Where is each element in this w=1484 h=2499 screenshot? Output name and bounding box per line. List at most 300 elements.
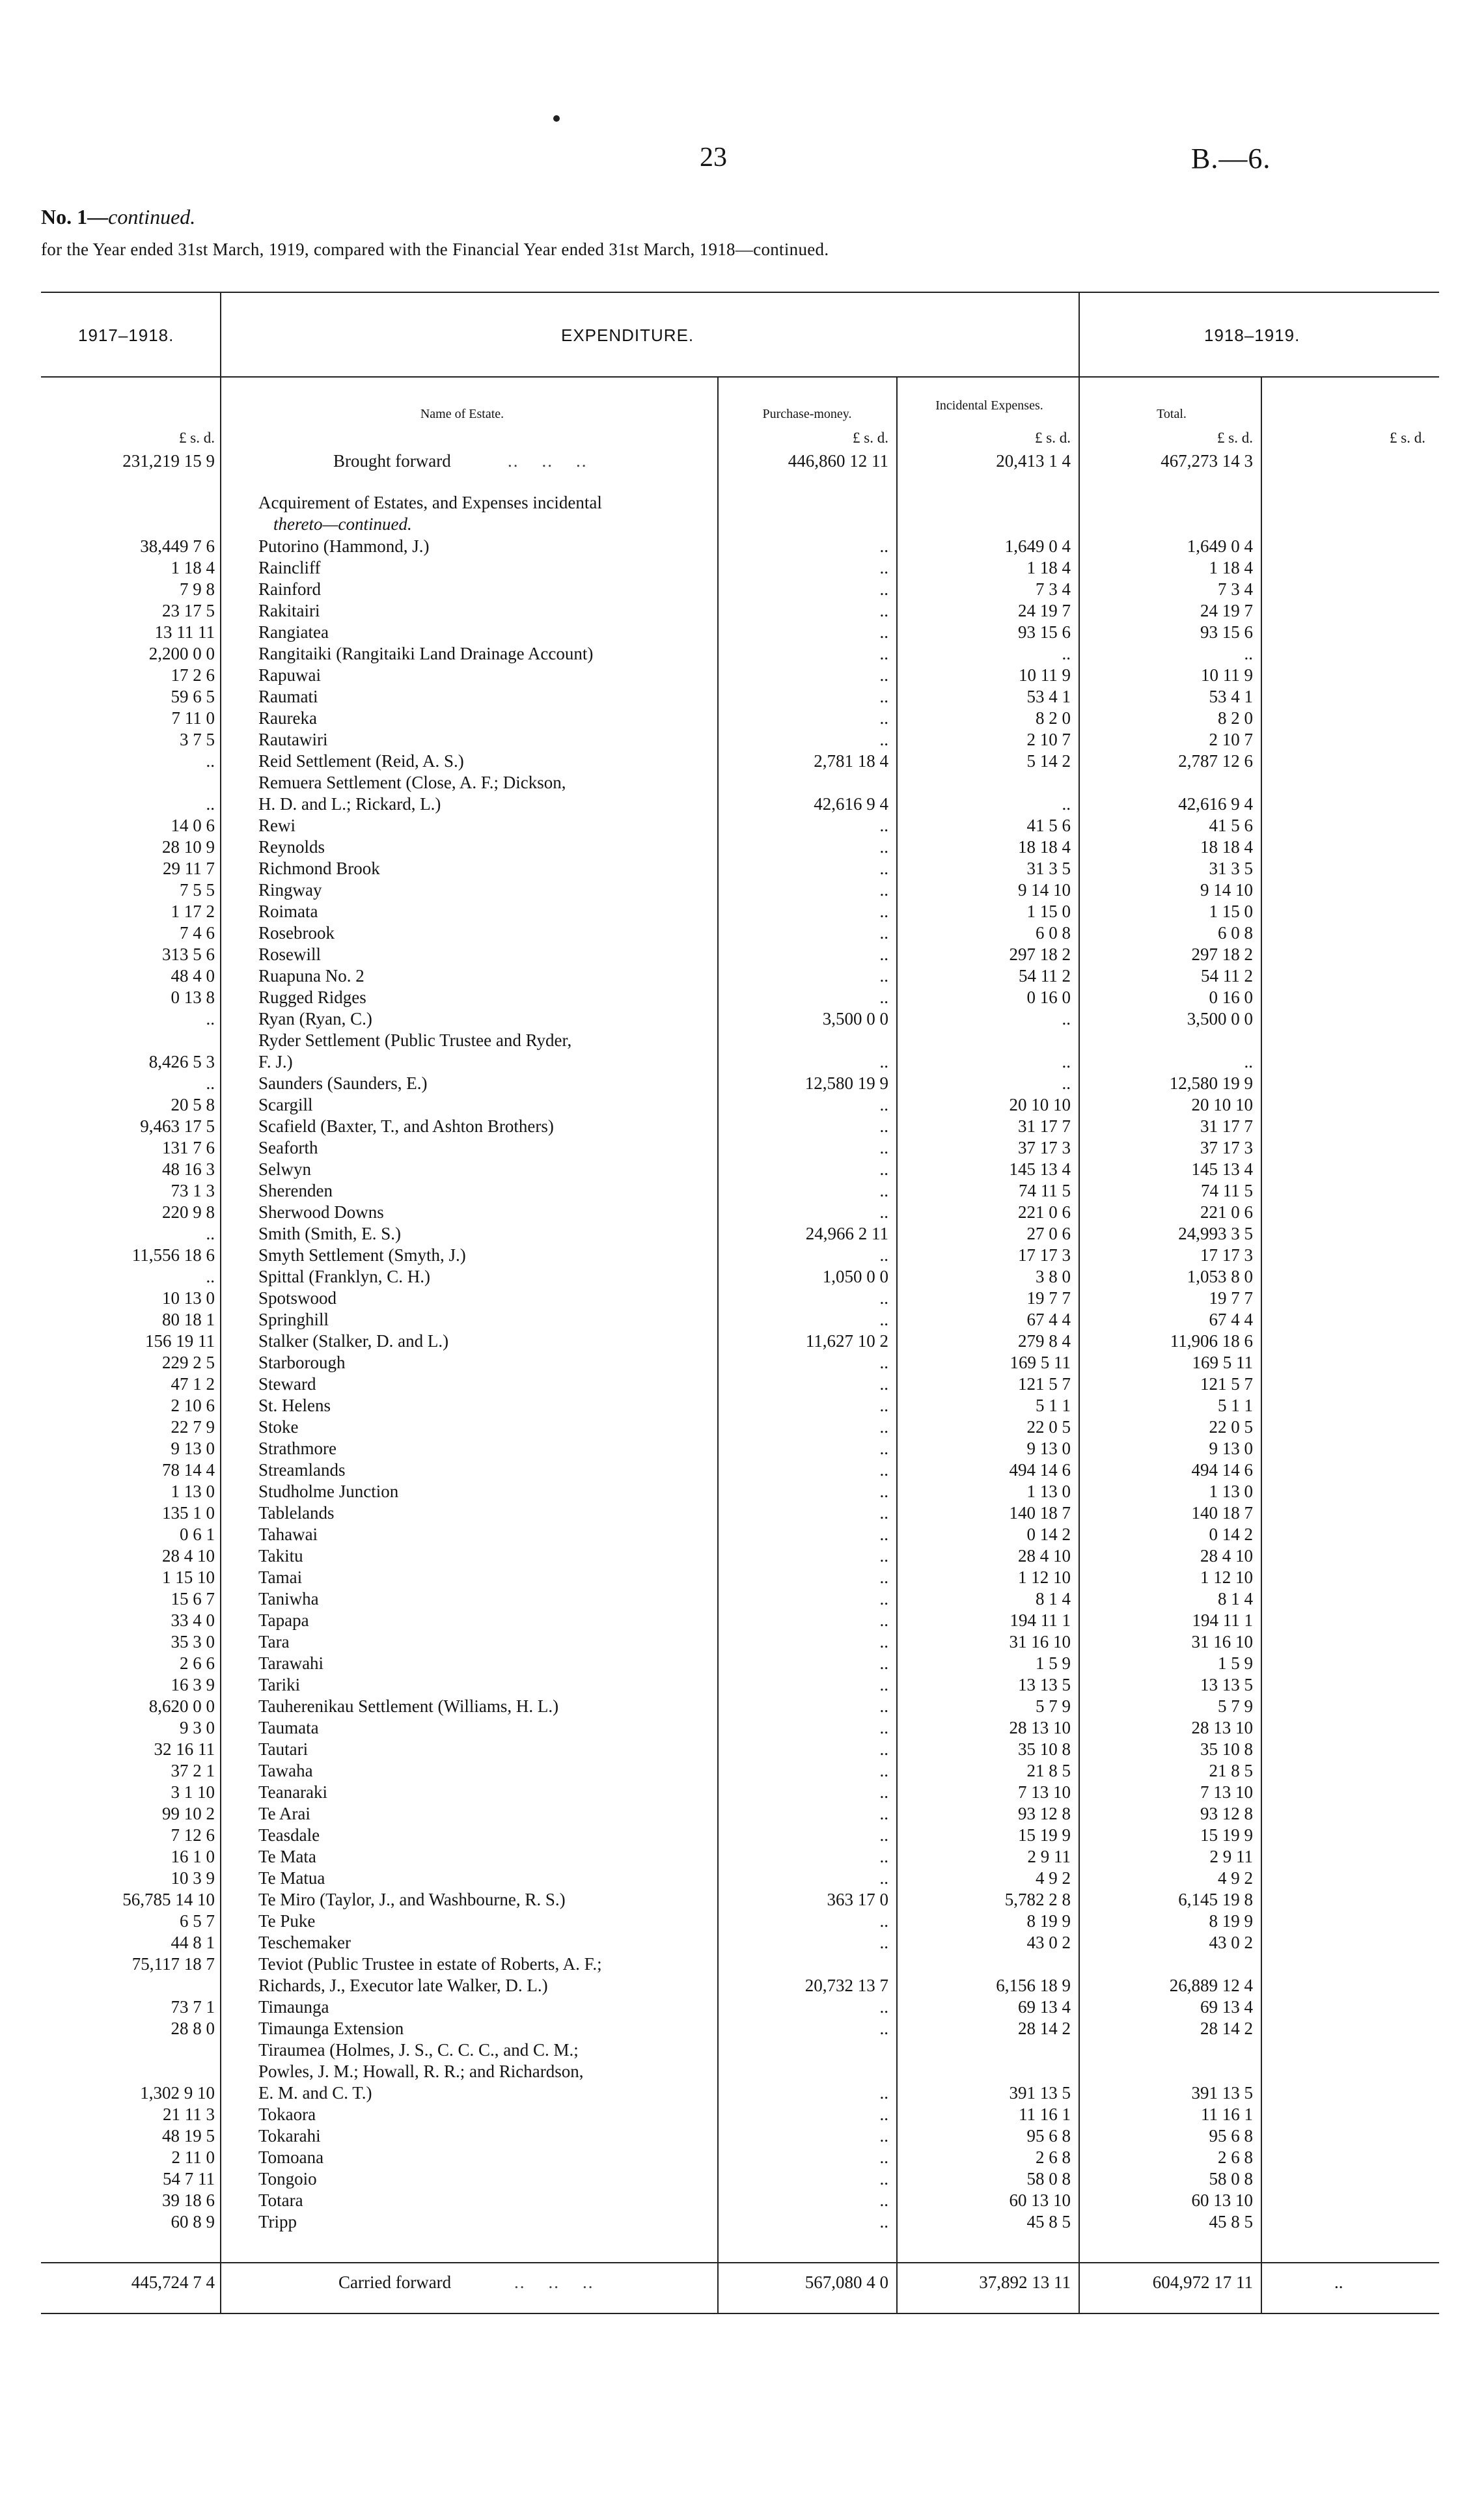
incidental-value: 31 16 10 <box>1009 1632 1071 1651</box>
table-row <box>0 1030 1484 1051</box>
prev-value: 28 10 9 <box>162 837 215 857</box>
purchase-value: .. <box>879 1911 888 1931</box>
total-value: .. <box>1244 1052 1253 1071</box>
prev-value: 1 18 4 <box>171 558 215 577</box>
total-value: 5 7 9 <box>1218 1696 1253 1716</box>
incidental-value: 74 11 5 <box>1019 1181 1071 1200</box>
table-subtitle: for the Year ended 31st March, 1919, compared with the Financial Year ended 31st March, 1918—continued. <box>41 240 829 259</box>
brought-forward-row <box>0 450 1484 472</box>
prev-value: 1,302 9 10 <box>140 2083 215 2103</box>
estate-name: Richmond Brook <box>258 859 380 878</box>
prev-value: 10 3 9 <box>171 1868 215 1888</box>
incidental-value: 1 18 4 <box>1026 558 1071 577</box>
purchase-value: 3,500 0 0 <box>822 1009 888 1029</box>
header-incidental-expenses: Incidental Expenses. <box>935 398 1043 413</box>
purchase-value: .. <box>879 1181 888 1200</box>
total-value: 60 13 10 <box>1191 2190 1253 2210</box>
prev-value: 16 1 0 <box>171 1847 215 1866</box>
total-value: 467,273 14 3 <box>1161 451 1253 471</box>
table-row <box>0 1374 1484 1395</box>
incidental-value: 221 0 6 <box>1018 1202 1071 1222</box>
table-top-rule <box>41 292 1439 293</box>
table-row <box>0 751 1484 772</box>
header-prev-year: 1917–1918. <box>78 325 174 345</box>
table-row <box>0 2147 1484 2168</box>
unit-extra: £ s. d. <box>1390 430 1425 446</box>
estate-name: Tarawahi <box>258 1653 324 1673</box>
incidental-value: 1 12 10 <box>1018 1567 1071 1587</box>
estate-name: Timaunga Extension <box>258 2019 404 2038</box>
purchase-value: .. <box>879 2212 888 2231</box>
prev-value: 48 19 5 <box>162 2126 215 2146</box>
prev-value: 37 2 1 <box>171 1761 215 1780</box>
total-value: 604,972 17 11 <box>1152 2272 1253 2292</box>
incidental-value: 0 14 2 <box>1026 1525 1071 1544</box>
total-value: 11,906 18 6 <box>1170 1331 1253 1351</box>
estate-name: Starborough <box>258 1353 346 1372</box>
incidental-value: 93 12 8 <box>1018 1804 1071 1823</box>
incidental-value: 24 19 7 <box>1018 601 1071 620</box>
purchase-value: .. <box>879 1116 888 1136</box>
estate-name: Smith (Smith, E. S.) <box>258 1224 402 1243</box>
estate-name: St. Helens <box>258 1396 331 1415</box>
table-row <box>0 1996 1484 2018</box>
purchase-value: .. <box>879 1933 888 1952</box>
incidental-value: 8 1 4 <box>1036 1589 1071 1608</box>
estate-name: Teasdale <box>258 1825 320 1845</box>
table-bottom-rule <box>41 2313 1439 2314</box>
prev-value: 28 8 0 <box>171 2019 215 2038</box>
incidental-value: 7 3 4 <box>1036 579 1071 599</box>
incidental-value: 37 17 3 <box>1018 1138 1071 1157</box>
header-purchase-money: Purchase-money. <box>762 407 852 421</box>
total-value: 93 15 6 <box>1200 622 1253 642</box>
total-value: 28 14 2 <box>1200 2019 1253 2038</box>
ink-dot <box>553 115 560 122</box>
table-row <box>0 1760 1484 1782</box>
prev-value: 8,426 5 3 <box>148 1052 215 1071</box>
incidental-value: 8 2 0 <box>1036 708 1071 728</box>
estate-name: Teviot (Public Trustee in estate of Roberts, A. F.; <box>258 1954 602 1974</box>
incidental-value: 2 10 7 <box>1026 730 1071 749</box>
incidental-value: 37,892 13 11 <box>979 2272 1071 2292</box>
incidental-value: 1 13 0 <box>1026 1482 1071 1501</box>
incidental-value: 13 13 5 <box>1018 1675 1071 1694</box>
table-row <box>0 1223 1484 1245</box>
purchase-value: .. <box>879 2126 888 2146</box>
prev-value: 28 4 10 <box>162 1546 215 1566</box>
prev-value: 1 13 0 <box>171 1482 215 1501</box>
total-value: 1 18 4 <box>1209 558 1253 577</box>
table-row <box>0 1481 1484 1502</box>
purchase-value: .. <box>879 2169 888 2188</box>
total-value: 391 13 5 <box>1191 2083 1253 2103</box>
incidental-value: 20,413 1 4 <box>996 451 1071 471</box>
estate-name: Timaunga <box>258 1997 329 2017</box>
table-row <box>0 1889 1484 1911</box>
unit-prev: £ s. d. <box>179 430 215 446</box>
table-row <box>0 2039 1484 2061</box>
purchase-value: .. <box>879 1159 888 1179</box>
estate-name: Te Arai <box>258 1804 310 1823</box>
total-value: 42,616 9 4 <box>1178 794 1253 814</box>
incidental-value: 7 13 10 <box>1018 1782 1071 1802</box>
incidental-value: 1 15 0 <box>1026 902 1071 921</box>
purchase-value: 20,732 13 7 <box>804 1976 888 1995</box>
prev-value: 54 7 11 <box>163 2169 215 2188</box>
estate-name: Raumati <box>258 687 318 706</box>
table-row <box>0 2125 1484 2147</box>
prev-value: 32 16 11 <box>154 1739 215 1759</box>
total-value: .. <box>1244 644 1253 663</box>
incidental-value: 2 6 8 <box>1036 2147 1071 2167</box>
prev-value: 135 1 0 <box>162 1503 215 1523</box>
prev-value: 7 11 0 <box>171 708 215 728</box>
purchase-value: .. <box>879 536 888 556</box>
table-row <box>0 1137 1484 1159</box>
total-value: 54 11 2 <box>1201 966 1253 986</box>
estate-name: Te Miro (Taylor, J., and Washbourne, R. S.) <box>258 1890 566 1909</box>
total-value: 28 4 10 <box>1200 1546 1253 1566</box>
total-value: 26,889 12 4 <box>1169 1976 1253 1995</box>
purchase-value: 446,860 12 11 <box>788 451 888 471</box>
prev-value: 2,200 0 0 <box>148 644 215 663</box>
estate-name: Rosewill <box>258 945 322 964</box>
purchase-value: .. <box>879 1310 888 1329</box>
total-value: 221 0 6 <box>1200 1202 1253 1222</box>
purchase-value: .. <box>879 1567 888 1587</box>
table-row <box>0 643 1484 665</box>
prev-value: 15 6 7 <box>171 1589 215 1608</box>
estate-name: Strathmore <box>258 1439 337 1458</box>
incidental-value: 297 18 2 <box>1009 945 1071 964</box>
prev-value: 2 11 0 <box>171 2147 215 2167</box>
incidental-value: 169 5 11 <box>1010 1353 1071 1372</box>
incidental-value: 10 11 9 <box>1019 665 1071 685</box>
prev-value: 75,117 18 7 <box>131 1954 215 1974</box>
prev-value: 7 5 5 <box>180 880 215 900</box>
prev-value: 48 4 0 <box>171 966 215 986</box>
purchase-value: 12,580 19 9 <box>804 1073 888 1093</box>
estate-name: Steward <box>258 1374 316 1394</box>
table-row <box>0 965 1484 987</box>
estate-name: Tokarahi <box>258 2126 321 2146</box>
incidental-value: 45 8 5 <box>1026 2212 1071 2231</box>
estate-name: Studholme Junction <box>258 1482 399 1501</box>
purchase-value: .. <box>879 1718 888 1737</box>
estate-name: Tamai <box>258 1567 303 1587</box>
table-row <box>0 1266 1484 1288</box>
incidental-value: 18 18 4 <box>1018 837 1071 857</box>
prev-value: 80 18 1 <box>162 1310 215 1329</box>
estate-name: Scargill <box>258 1095 313 1114</box>
incidental-value: 140 18 7 <box>1009 1503 1071 1523</box>
estate-name: Rewi <box>258 816 295 835</box>
table-row <box>0 2082 1484 2104</box>
prev-value: 8,620 0 0 <box>148 1696 215 1716</box>
prev-value: .. <box>206 1073 215 1093</box>
purchase-value: .. <box>879 1546 888 1566</box>
estate-name: Tomoana <box>258 2147 324 2167</box>
total-value: 43 0 2 <box>1209 1933 1253 1952</box>
prev-value: 23 17 5 <box>162 601 215 620</box>
incidental-value: 0 16 0 <box>1026 987 1071 1007</box>
prev-value: 2 10 6 <box>171 1396 215 1415</box>
purchase-value: .. <box>879 1503 888 1523</box>
incidental-value: 8 19 9 <box>1026 1911 1071 1931</box>
estate-name: Selwyn <box>258 1159 311 1179</box>
purchase-value: .. <box>879 1439 888 1458</box>
prev-value: 9,463 17 5 <box>140 1116 215 1136</box>
estate-name: Tautari <box>258 1739 309 1759</box>
purchase-value: 2,781 18 4 <box>814 751 888 771</box>
estate-name: Saunders (Saunders, E.) <box>258 1073 428 1093</box>
estate-name: Takitu <box>258 1546 303 1566</box>
total-value: 10 11 9 <box>1201 665 1253 685</box>
purchase-value: .. <box>879 1417 888 1437</box>
total-value: 1 12 10 <box>1200 1567 1253 1587</box>
prev-value: .. <box>206 1224 215 1243</box>
prev-value: 1 17 2 <box>171 902 215 921</box>
incidental-value: 60 13 10 <box>1009 2190 1071 2210</box>
total-value: 22 0 5 <box>1209 1417 1253 1437</box>
purchase-value: .. <box>879 1353 888 1372</box>
table-row <box>0 2018 1484 2039</box>
estate-name: Richards, J., Executor late Walker, D. L.) <box>258 1976 548 1995</box>
purchase-value: .. <box>879 1782 888 1802</box>
estate-name: Tiraumea (Holmes, J. S., C. C. C., and C. M.; <box>258 2040 579 2060</box>
total-value: 2 10 7 <box>1209 730 1253 749</box>
prev-value: 13 11 11 <box>154 622 215 642</box>
estate-name: Ruapuna No. 2 <box>258 966 364 986</box>
purchase-value: .. <box>879 1632 888 1651</box>
incidental-value: 391 13 5 <box>1009 2083 1071 2103</box>
table-row <box>0 1631 1484 1653</box>
section-heading: Acquirement of Estates, and Expenses incidental <box>258 493 602 512</box>
total-value: 1 5 9 <box>1218 1653 1253 1673</box>
incidental-value: .. <box>1062 1009 1071 1029</box>
table-row <box>0 1051 1484 1073</box>
total-value: 31 16 10 <box>1191 1632 1253 1651</box>
incidental-value: 43 0 2 <box>1026 1933 1071 1952</box>
estate-name: Raincliff <box>258 558 321 577</box>
purchase-value: .. <box>879 730 888 749</box>
total-value: 2 9 11 <box>1209 1847 1253 1866</box>
purchase-value: .. <box>879 902 888 921</box>
estate-name: Scafield (Baxter, T., and Ashton Brothers) <box>258 1116 554 1136</box>
estate-name: Teanaraki <box>258 1782 328 1802</box>
table-row <box>0 1868 1484 1889</box>
estate-name: Putorino (Hammond, J.) <box>258 536 430 556</box>
total-value: 17 17 3 <box>1200 1245 1253 1265</box>
purchase-value: .. <box>879 1825 888 1845</box>
purchase-value: .. <box>879 1525 888 1544</box>
prev-value: 35 3 0 <box>171 1632 215 1651</box>
incidental-value: .. <box>1062 1052 1071 1071</box>
prev-value: 9 3 0 <box>180 1718 215 1737</box>
table-row <box>0 2168 1484 2190</box>
incidental-value: 20 10 10 <box>1009 1095 1071 1114</box>
estate-name: Stoke <box>258 1417 299 1437</box>
estate-name: Sherwood Downs <box>258 1202 384 1222</box>
prev-value: 7 4 6 <box>180 923 215 943</box>
incidental-value: 279 8 4 <box>1018 1331 1071 1351</box>
purchase-value: .. <box>879 1288 888 1308</box>
incidental-value: 28 13 10 <box>1009 1718 1071 1737</box>
incidental-value: .. <box>1062 644 1071 663</box>
purchase-value: .. <box>879 837 888 857</box>
estate-name: Smyth Settlement (Smyth, J.) <box>258 1245 466 1265</box>
total-value: 194 11 1 <box>1192 1610 1253 1630</box>
purchase-value: .. <box>879 558 888 577</box>
prev-value: 47 1 2 <box>171 1374 215 1394</box>
purchase-value: .. <box>879 708 888 728</box>
prev-value: 48 16 3 <box>162 1159 215 1179</box>
purchase-value: .. <box>879 859 888 878</box>
table-row <box>0 1331 1484 1352</box>
incidental-value: 67 4 4 <box>1026 1310 1071 1329</box>
estate-name: Taumata <box>258 1718 319 1737</box>
purchase-value: 11,627 10 2 <box>805 1331 888 1351</box>
section-heading-continued: thereto—continued. <box>273 514 412 534</box>
total-value: 8 1 4 <box>1218 1589 1253 1608</box>
total-value: 0 14 2 <box>1209 1525 1253 1544</box>
table-row <box>0 557 1484 579</box>
table-row <box>0 1653 1484 1674</box>
estate-name: Rapuwai <box>258 665 321 685</box>
prev-value: 21 11 3 <box>163 2105 215 2124</box>
total-value: 1,053 8 0 <box>1187 1267 1253 1286</box>
page-number: 23 <box>700 143 727 173</box>
incidental-value: 69 13 4 <box>1018 1997 1071 2017</box>
prev-value: .. <box>206 794 215 814</box>
incidental-value: 2 9 11 <box>1027 1847 1071 1866</box>
table-row <box>0 1288 1484 1309</box>
total-value: 1,649 0 4 <box>1187 536 1253 556</box>
prev-value: .. <box>206 751 215 771</box>
purchase-value: 24,966 2 11 <box>805 1224 888 1243</box>
estate-name: Tongoio <box>258 2169 317 2188</box>
total-value: 8 2 0 <box>1218 708 1253 728</box>
total-value: 7 3 4 <box>1218 579 1253 599</box>
incidental-value: 494 14 6 <box>1009 1460 1071 1480</box>
table-row <box>0 1438 1484 1459</box>
total-value: 41 5 6 <box>1209 816 1253 835</box>
purchase-value: .. <box>879 1245 888 1265</box>
prev-value: 0 13 8 <box>171 987 215 1007</box>
total-value: 5 1 1 <box>1218 1396 1253 1415</box>
total-value: 2,787 12 6 <box>1178 751 1253 771</box>
estate-name: Rainford <box>258 579 321 599</box>
unit-total: £ s. d. <box>1217 430 1253 446</box>
prev-value: 59 6 5 <box>171 687 215 706</box>
table-row <box>0 1180 1484 1202</box>
estate-name: Ryan (Ryan, C.) <box>258 1009 372 1029</box>
estate-name: Tapapa <box>258 1610 309 1630</box>
estate-name: Springhill <box>258 1310 329 1329</box>
purchase-value: .. <box>879 1202 888 1222</box>
purchase-value: .. <box>879 1396 888 1415</box>
purchase-value: .. <box>879 1138 888 1157</box>
table-row <box>0 2061 1484 2082</box>
table-row <box>0 1202 1484 1223</box>
incidental-value: 6,156 18 9 <box>996 1976 1071 1995</box>
header-rule <box>41 376 1439 378</box>
incidental-value: 121 5 7 <box>1018 1374 1071 1394</box>
purchase-value: .. <box>879 1739 888 1759</box>
total-value: 19 7 7 <box>1209 1288 1253 1308</box>
prev-value: 78 14 4 <box>162 1460 215 1480</box>
table-row <box>0 1459 1484 1481</box>
prev-value: 11,556 18 6 <box>131 1245 215 1265</box>
estate-name: Remuera Settlement (Close, A. F.; Dickson, <box>258 773 566 792</box>
table-row <box>0 729 1484 751</box>
table-row <box>0 1073 1484 1094</box>
table-row <box>0 686 1484 708</box>
totals-rule <box>41 2262 1439 2263</box>
purchase-value: .. <box>879 945 888 964</box>
estate-name: Sherenden <box>258 1181 333 1200</box>
estate-name: Totara <box>258 2190 303 2210</box>
prev-value: 38,449 7 6 <box>140 536 215 556</box>
total-value: 9 14 10 <box>1200 880 1253 900</box>
total-value: 297 18 2 <box>1191 945 1253 964</box>
incidental-value: 95 6 8 <box>1026 2126 1071 2146</box>
total-value: 20 10 10 <box>1191 1095 1253 1114</box>
incidental-value: 6 0 8 <box>1036 923 1071 943</box>
incidental-value: 3 8 0 <box>1036 1267 1071 1286</box>
table-row <box>0 1911 1484 1932</box>
total-value: 31 3 5 <box>1209 859 1253 878</box>
table-row <box>0 1567 1484 1588</box>
purchase-value: .. <box>879 1610 888 1630</box>
total-value: 74 11 5 <box>1201 1181 1253 1200</box>
prev-value: 220 9 8 <box>162 1202 215 1222</box>
total-value: 1 15 0 <box>1209 902 1253 921</box>
incidental-value: 35 10 8 <box>1018 1739 1071 1759</box>
total-value: 169 5 11 <box>1192 1353 1253 1372</box>
table-continued-label <box>41 205 195 229</box>
incidental-value: .. <box>1062 794 1071 814</box>
purchase-value: .. <box>879 2190 888 2210</box>
table-row <box>0 1954 1484 1975</box>
estate-name: Spotswood <box>258 1288 337 1308</box>
unit-incidental: £ s. d. <box>1035 430 1071 446</box>
estate-name: E. M. and C. T.) <box>258 2083 372 2103</box>
purchase-value: .. <box>879 665 888 685</box>
header-expenditure: EXPENDITURE. <box>561 325 694 345</box>
purchase-value: .. <box>879 2019 888 2038</box>
estate-name: Rangiatea <box>258 622 329 642</box>
table-row <box>0 858 1484 879</box>
prev-value: 0 6 1 <box>180 1525 215 1544</box>
prev-value: 229 2 5 <box>162 1353 215 1372</box>
purchase-value: .. <box>879 1653 888 1673</box>
prev-value: 73 7 1 <box>171 1997 215 2017</box>
total-value: 24 19 7 <box>1200 601 1253 620</box>
incidental-value: .. <box>1062 1073 1071 1093</box>
table-row <box>0 1825 1484 1846</box>
table-row <box>0 665 1484 686</box>
incidental-value: 9 14 10 <box>1018 880 1071 900</box>
total-value: 8 19 9 <box>1209 1911 1253 1931</box>
prev-value: 156 19 11 <box>145 1331 215 1351</box>
table-row <box>0 2211 1484 2233</box>
estate-name: Tablelands <box>258 1503 335 1523</box>
incidental-value: 31 3 5 <box>1026 859 1071 878</box>
estate-name: Taniwha <box>258 1589 319 1608</box>
estate-name: Seaforth <box>258 1138 318 1157</box>
